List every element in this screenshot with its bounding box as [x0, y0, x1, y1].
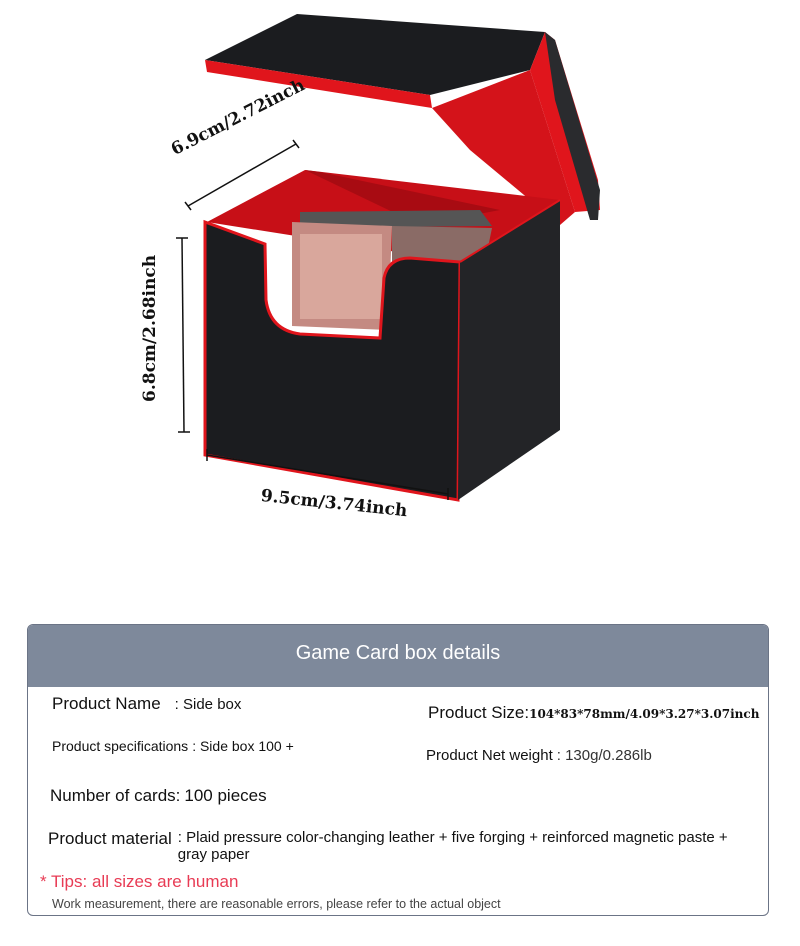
product-material-row [48, 829, 752, 863]
details-title: Game Card box details [28, 625, 768, 687]
product-material-value: : Plaid pressure color-changing leather + five forging + reinforced magnetic paste + gray paper [177, 829, 728, 863]
measurement-note: Work measurement, there are reasonable errors, please refer to the actual object [52, 897, 501, 911]
product-spec-value: : Side box 100 + [192, 738, 294, 754]
product-name-value: : Side box [174, 696, 242, 713]
product-material-label: Product material [48, 829, 172, 848]
product-weight-value: : 130g/0.286lb [556, 747, 652, 764]
product-size-row [428, 703, 759, 723]
details-card [27, 624, 769, 916]
height-dimension-label: 6.8cm/2.68inch [140, 254, 160, 402]
width-dimension-label: 9.5cm/3.74inch [259, 486, 409, 522]
tips-text: * Tips: all sizes are human [40, 872, 239, 891]
card-count-row [50, 786, 267, 806]
product-weight-row [426, 747, 652, 765]
product-name-row [52, 694, 241, 714]
product-size-value: 104*83*78mm/4.09*3.27*3.07inch [529, 707, 760, 721]
card-count-value: 100 pieces [184, 786, 267, 805]
depth-dimension-label: 6.9cm/2.72inch [168, 75, 309, 160]
product-weight-label: Product Net weight [426, 747, 553, 764]
product-spec-label: Product specifications [52, 738, 189, 754]
product-name-label: Product Name [52, 694, 161, 713]
product-size-label: Product Size: [428, 703, 530, 722]
card-count-label: Number of cards: [50, 786, 181, 805]
product-spec-row [52, 738, 294, 756]
